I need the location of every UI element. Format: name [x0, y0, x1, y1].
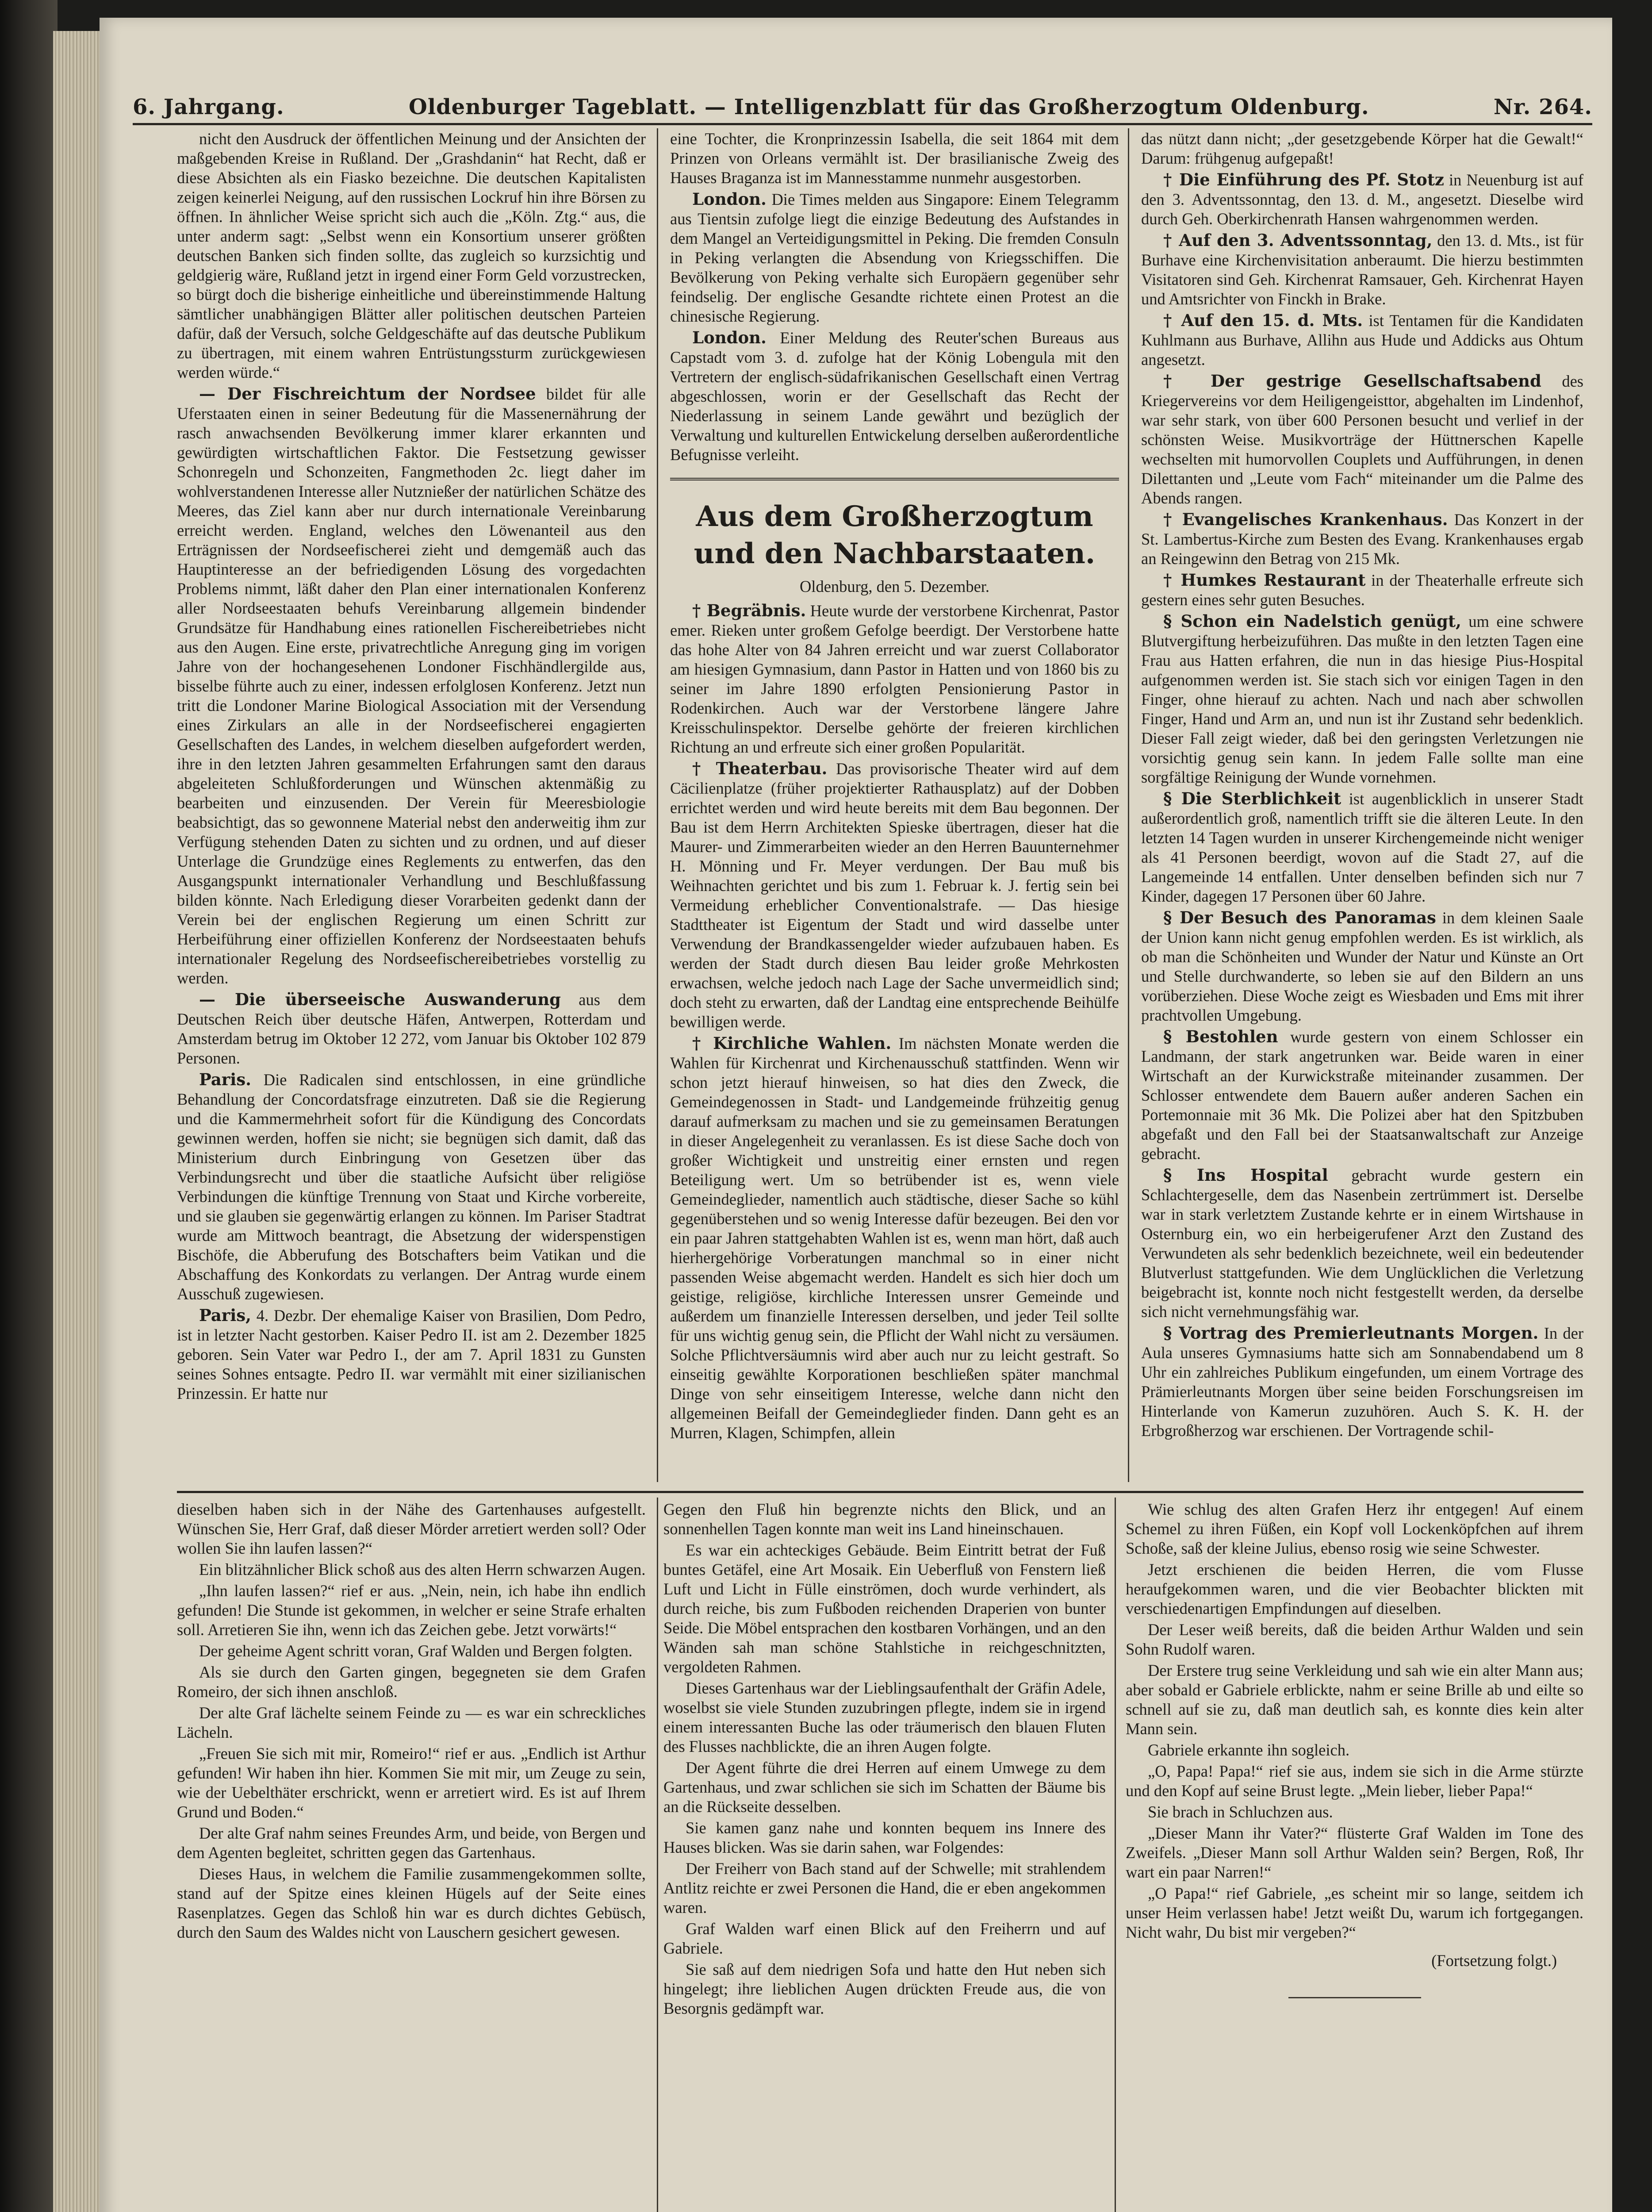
article-paragraph — [670, 328, 1119, 465]
article-headline: † Humkes Restaurant — [1163, 570, 1366, 590]
article-paragraph — [1141, 371, 1583, 508]
article-text: in dem kleinen Saale der Union kann nicht genug empfohlen werden. Es ist wirklich, als ob man die Schönheiten und Wunder der Natur und Künste an Ort und Stelle durchwanderte, so leben sie auf den Bildern an uns vorüberziehen. Diese Woche zeigt es Wiesbaden und Ems mit ihrer prachtvollen Umgebung. — [1141, 909, 1583, 1024]
issue-number: Nr. 264. — [1493, 95, 1592, 119]
article-headline: † Der gestrige Gesellschaftsabend — [1163, 371, 1541, 391]
article-headline: † Auf den 15. d. Mts. — [1163, 311, 1363, 330]
article-paragraph — [1141, 230, 1583, 309]
article-paragraph — [177, 1641, 646, 1661]
article-headline: † Kirchliche Wahlen. — [692, 1033, 892, 1053]
article-text: 4. Dezbr. Der ehemalige Kaiser von Brasilien, Dom Pedro, ist in letzter Nacht gestorben. Kaiser Pedro II. ist am 2. Dezember 1825 geboren. Sein Vater war Pedro I., der am 7. April 1831 zu Gunsten seines Sohnes entsagte. Pedro II. war vermählt mit einer sizilianischen Prinzessin. Er hatte nur — [177, 1306, 646, 1402]
article-text: „Freuen Sie sich mit mir, Romeiro!“ rief er aus. „Endlich ist Arthur gefunden! Wir haben ihn hier. Kommen Sie mit mir, um Zeuge zu sein, wie der Uebelthäter erschrickt, wenn er arretiert wird. Es ist auf Ihrem Grund und Boden.“ — [177, 1744, 646, 1821]
column-divider — [657, 128, 658, 1482]
article-paragraph — [1141, 311, 1583, 369]
article-headline: London. — [692, 189, 767, 209]
article-headline: † Begräbnis. — [692, 601, 806, 620]
article-text: Als sie durch den Garten gingen, begegneten sie dem Grafen Romeiro, der sich ihnen anschloß. — [177, 1663, 646, 1701]
article-text: wurde gestern von einem Schlosser ein Landmann, der stark angetrunken war. Beide waren in einer Wirtschaft an der Kurwickstraße miteinander zusammen. Der Schlosser entwendete dem Bauern außer anderen Sachen ein Portemonnaie mit 36 Mk. Die Polizei aber hat den Spitzbuben abgefaßt und den Fall bei der Staatsanwaltschaft zur Anzeige gebracht. — [1141, 1028, 1583, 1163]
article-paragraph — [177, 1703, 646, 1742]
article-text: Der alte Graf nahm seines Freundes Arm, und beide, von Bergen und dem Agenten begleitet, schritten gegen das Gartenhaus. — [177, 1824, 646, 1862]
article-text: um eine schwere Blutvergiftung herbeizuführen. Das mußte in den letzten Tagen eine Frau aus Hatten erfahren, die nun in das hiesige Pius-Hospital aufgenommen werden ist. Sie stach sich vor einigen Tagen in den Finger, ohne hierauf zu achten. Nach und nach aber schwollen Finger, Hand und Arm an, und nun ist ihr Zustand sehr bedenklich. Dieser Fall zeigt wieder, daß bei den geringsten Verletzungen nie vorsichtig genug sein kann. In jedem Falle sollte man eine sorgfältige Reinigung der Wunde vornehmen. — [1141, 612, 1583, 786]
article-text: Der geheime Agent schritt voran, Graf Walden und Bergen folgten. — [199, 1642, 632, 1660]
article-text: Dieses Haus, in welchem die Familie zusammengekommen sollte, stand auf der Spitze eines kleinen Hügels auf der Seite eines Rasenplatzes. Gegen das Schloß hin war es durch dichtes Gebüsch, durch den Saum des Waldes nicht von Lauschern gesichert gewesen. — [177, 1865, 646, 1941]
article-paragraph — [1141, 611, 1583, 787]
article-headline: † Auf den 3. Adventssonntag, — [1163, 230, 1433, 250]
article-headline: Paris, — [199, 1306, 252, 1325]
article-text: in Neuenburg ist auf den 3. Adventssonntag, den 13. d. M., angesetzt. Dieselbe wird durch Geh. Oberkirchenrath Hansen wahrgenommen werden. — [1141, 171, 1583, 228]
section-divider — [177, 1491, 1583, 1493]
article-headline: § Die Sterblichkeit — [1163, 789, 1342, 808]
article-text: dieselben haben sich in der Nähe des Gartenhauses aufgestellt. Wünschen Sie, Herr Graf, daß dieser Mörder arretiert werden soll? Oder wollen Sie ihn laufen lassen?“ — [177, 1500, 646, 1557]
article-paragraph — [177, 1070, 646, 1304]
article-text: Dieses Gartenhaus war der Lieblingsaufenthalt der Gräfin Adele, woselbst sie viele Stunden zuzubringen pflegte, indem sie in irgend einem interessanten Buche las oder träumerisch den blauen Fluten des Flusses nachblickte, die an ihren Augen folgte. — [663, 1679, 1106, 1755]
article-headline: London. — [692, 328, 767, 347]
article-text: Einer Meldung des Reuter'schen Bureaus aus Capstadt vom 3. d. zufolge hat der König Lobengula mit den Vertretern der englisch-südafrikanischen Gesellschaft einen Vertrag abgeschlossen, worin er der Gesellschaft das Recht der Niederlassung in seinem Lande gewährt und bezüglich der Verwaltung und kulturellen Entwickelung derselben außerordentliche Befugnisse verleiht. — [670, 329, 1119, 464]
article-text: Heute wurde der verstorbene Kirchenrat, Pastor emer. Rieken unter großem Gefolge beerdigt. Der Verstorbene hatte das hohe Alter von 84 Jahren erreicht und war zuerst Collaborator am hiesigen Gymnasium, dann Pastor in Hatten und von 1860 bis zu seiner im Jahre 1890 erfolgten Pensionierung Pastor in Rodenkirchen. Auch war der Verstorbene längere Jahre Kreisschulinspektor. Derselbe gehörte der freieren kirchlichen Richtung an und erfreute sich einer großen Popularität. — [670, 602, 1119, 756]
to-be-continued: (Fortsetzung folgt.) — [1431, 1951, 1557, 1970]
article-paragraph — [1141, 1323, 1583, 1440]
page-stack — [53, 31, 102, 2212]
article-paragraph — [1141, 570, 1583, 610]
article-text: des Kriegervereins vor dem Heiligengeisttor, abgehalten im Lindenhof, war sehr stark, von über 600 Personen besucht und verlief in der schönsten Weise. Musikvorträge der Hüttnerschen Kapelle wechselten mit humorvollen Couplets und Aufführungen, in denen Dilettanten und „Leute vom Fach“ miteinander um die Palme des Abends rangen. — [1141, 372, 1583, 507]
article-text: Gabriele erkannte ihn sogleich. — [1148, 1741, 1350, 1759]
article-paragraph — [1126, 1661, 1583, 1739]
article-text: den 13. d. Mts., ist für Burhave eine Kirchenvisitation anberaumt. Die hierzu bestimmten Visitatoren sind Geh. Kirchenrat Ramsauer, Geh. Kirchenrat Hayen und Amtsrichter von Finckh in Brake. — [1141, 231, 1583, 308]
article-paragraph — [663, 1818, 1106, 1857]
article-text: bildet für alle Uferstaaten einen in seiner Bedeutung für die Massenernährung der rasch anwachsenden Bevölkerung immer klarer erkannten und gewürdigten wirtschaftlichen Faktor. Die Festsetzung gewisser Schonregeln und Schonzeiten, Fangmethoden 2c. liegt daher im wohlverstandenen Interesse aller Nutznießer der natürlichen Schätze des Meeres, das Ziel kann aber nur durch internationale Vereinbarung erreicht werden. England, welches den Löwenanteil aus den Erträgnissen der Nordseefischerei zieht und demgemäß auch das Hauptinteresse an der befriedigenden Lösung des vorgedachten Problems nimmt, läßt daher den Plan einer internationalen Konferenz aller Nordseestaaten behufs Vereinbarung allgemein bindender Grundsätze für Handhabung eines rationellen Fischereibetriebes nicht aus den Augen. Eine erste, privatrechtliche Anregung ging im vorigen Jahre von der hochangesehenen Londoner Fischhändlergilde aus, bisselbe führte auch zu einer, indessen erfolglosen Konferenz. Jetzt nun tritt die Londoner Marine Biological Association mit der Versendung eines Zirkulars an alle in der Nordseefischerei engagierten Gesellschaften des Landes, in welchem dieselben aufgefordert werden, ihre in den letzten Jahren gesammelten Erfahrungen samt den daraus abgeleiteten Schlußforderungen und Wünschen aktenmäßig zu bearbeiten und einzusenden. Der Verein für Meeresbiologie beabsichtigt, das so gewonnene Material nebst den anderweitig ihm zur Verfügung stehenden Daten zu sichten und zu ordnen, und auf dieser Unterlage die Grundzüge eines Reglements zu entwerfen, das den Ausgangspunkt internationaler Verhandlung und Beschlußfassung bilden könnte. Nach Erledigung dieser Vorarbeiten gedenkt dann der Verein bei der englischen Regierung um einen Schritt zur Herbeiführung einer offiziellen Konferenz der Nordseestaaten behufs internationaler Regelung des Nordseefischereibetriebes vorstellig zu werden. — [177, 385, 646, 987]
column-4 — [177, 1500, 646, 2212]
article-paragraph — [1141, 908, 1583, 1025]
article-paragraph — [1141, 1165, 1583, 1321]
article-paragraph — [670, 129, 1119, 188]
article-paragraph — [1126, 1560, 1583, 1618]
article-headline: — Die überseeische Auswanderung — [199, 990, 561, 1009]
article-paragraph — [1141, 1027, 1583, 1164]
article-text: in der Theaterhalle erfreute sich gestern eines sehr guten Besuches. — [1141, 571, 1583, 609]
column-5 — [663, 1500, 1106, 2212]
article-paragraph — [1126, 1500, 1583, 1558]
article-text: Das Konzert in der St. Lambertus-Kirche zum Besten des Evang. Krankenhauses ergab an Reingewinn den Betrag von 215 Mk. — [1141, 511, 1583, 568]
article-paragraph — [663, 1500, 1106, 1539]
article-paragraph — [177, 1864, 646, 1942]
article-text: Jetzt erschienen die beiden Herren, die vom Flusse heraufgekommen waren, und die vier Beobachter blickten mit verschiedenartigen Empfindungen auf dieselben. — [1126, 1560, 1583, 1617]
article-paragraph — [663, 1540, 1106, 1677]
article-text: „O Papa!“ rief Gabriele, „es scheint mir so lange, seitdem ich unser Heim verlassen habe! Jetzt weißt Du, warum ich fortgegangen. Nicht wahr, Du bist mir vergeben?“ — [1126, 1884, 1583, 1941]
article-paragraph — [1126, 1620, 1583, 1659]
article-paragraph — [663, 1678, 1106, 1756]
article-paragraph — [177, 1744, 646, 1822]
article-paragraph — [177, 129, 646, 382]
article-headline: § Der Besuch des Panoramas — [1163, 908, 1436, 927]
masthead-rule — [133, 123, 1592, 125]
article-text: ist Tentamen für die Kandidaten Kuhlmann aus Burhave, Allihn aus Hude und Addicks aus Ohtum angesetzt. — [1141, 311, 1583, 369]
article-paragraph — [177, 384, 646, 988]
section-title: Aus dem Großherzogtum und den Nachbarstaaten. — [694, 500, 1096, 570]
article-headline: † Die Einführung des Pf. Stotz — [1163, 170, 1444, 189]
article-paragraph — [1126, 1884, 1583, 1942]
column-1 — [177, 129, 646, 1483]
article-headline: § Ins Hospital — [1163, 1165, 1328, 1185]
article-headline: † Theaterbau. — [692, 759, 828, 778]
article-headline: § Vortrag des Premierleutnants Morgen. — [1163, 1323, 1539, 1343]
article-text: ist augenblicklich in unserer Stadt außerordentlich groß, namentlich trifft sie die älteren Leute. In den letzten 14 Tagen wurden in unserer Kirchengemeinde nicht weniger als 41 Personen beerdigt, wovon auf die Stadt 27, auf die Langemeinde 14 entfallen. Unter denselben befinden sich nur 7 Kinder, dagegen 17 Personen über 60 Jahre. — [1141, 790, 1583, 905]
article-paragraph — [177, 1581, 646, 1640]
article-text: Die Times melden aus Singapore: Einem Telegramm aus Tientsin zufolge liegt die einzige Bedeutung des Aufstandes in dem Mangel an Verteidigungsmittel in Peking. Die fremden Consuln in Peking verlangten die Absendung von Kriegsschiffen. Die Bevölkerung von Peking verhalte sich Europäern gegenüber sehr feindselig. Der englische Gesandte richtete einen Protest an die chinesische Regierung. — [670, 190, 1119, 325]
article-paragraph — [663, 1960, 1106, 2018]
article-text: eine Tochter, die Kronprinzessin Isabella, die seit 1864 mit dem Prinzen von Orleans vermählt ist. Der brasilianische Zweig des Hauses Braganza ist im Mannesstamme nunmehr ausgestorben. — [670, 130, 1119, 187]
article-paragraph — [663, 1919, 1106, 1958]
article-text: aus dem Deutschen Reich über deutsche Häfen, Antwerpen, Rotterdam und Amsterdam betrug im Oktober 12 272, vom Januar bis Oktober 102 879 Personen. — [177, 991, 646, 1067]
article-paragraph — [177, 990, 646, 1068]
article-paragraph — [1141, 129, 1583, 168]
article-paragraph — [1126, 1740, 1583, 1760]
dateline: Oldenburg, den 5. Dezember. — [799, 577, 990, 595]
article-paragraph — [1141, 510, 1583, 568]
article-text: Es war ein achteckiges Gebäude. Beim Eintritt betrat der Fuß buntes Getäfel, eine Art Mosaik. Ein Ueberfluß von Fenstern ließ Luft und Licht in Fülle einströmen, doch wurde verhindert, als durch reiche, bis zum Fußboden reichenden Draperien von bunter Seide. Die Möbel entsprachen den kostbaren Vorhängen, und an den Wänden sah man schöne Stahlstiche in reichgeschnitzten, vergoldeten Rahmen. — [663, 1541, 1106, 1676]
volume-label: 6. Jahrgang. — [133, 95, 284, 119]
article-text: Graf Walden warf einen Blick auf den Freiherrn und auf Gabriele. — [663, 1920, 1106, 1957]
column-3 — [1141, 129, 1583, 1483]
article-headline: † Evangelisches Krankenhaus. — [1163, 510, 1448, 529]
article-paragraph — [1126, 1824, 1583, 1882]
article-text: Sie brach in Schluchzen aus. — [1148, 1803, 1333, 1821]
article-text: nicht den Ausdruck der öffentlichen Meinung und der Ansichten der maßgebenden Kreise in Rußland. Der „Grashdanin“ hat Recht, daß er diese Absichten als ein Fiasko bezeichne. Die deutschen Kapitalisten zeigen keinerlei Neigung, auf den russischen Lockruf hin ihre Börsen zu öffnen. In ähnlicher Weise spricht sich auch die „Köln. Ztg.“ aus, die unter anderm sagt: „Selbst wenn ein Konsortium unserer größten deutschen Banken sich finden sollte, das zugleich so kurzsichtig und geldgierig wäre, Rußland jetzt in irgend einer Form Geld vorzustrecken, so bürgt doch die bisherige einheitliche und übereinstimmende Haltung sämtlicher unabhängigen Blätter aller politischen deutschen Parteien dafür, daß der Versuch, solche Geldgeschäfte auf das deutsche Publikum zu übertragen, mit einem wahren Entrüstungssturm zurückgewiesen werden würde.“ — [177, 130, 646, 381]
article-text: das nützt dann nicht; „der gesetzgebende Körper hat die Gewalt!“ Darum: frühgenug aufgepaßt! — [1141, 130, 1583, 167]
article-text: Das provisorische Theater wird auf dem Cäcilienplatze (früher projektierter Rathausplatz) auf der Dobben errichtet werden und wird heute bereits mit dem Bau begonnen. Der Bau ist dem Herrn Architekten Spieske übertragen, dieser hat die Maurer- und Zimmerarbeiten wieder an den Herren Bauunternehmer H. Mönning und Fr. Meyer verdungen. Der Bau muß bis Weihnachten gerichtet und bis zum 1. Februar k. J. fertig sein bei Vermeidung erheblicher Conventionalstrafe. — Das hiesige Stadttheater ist Eigentum der Stadt und wird dasselbe unter Verwendung der Brandkassengelder wieder aufzubauen haben. Es werden der Stadt durch diesen Bau leider große Mehrkosten erwachsen, welche jedoch nach Lage der Sache unvermeidlich sind; doch steht zu erwarten, daß der Landtag eine entsprechende Beihülfe bewilligen werde. — [670, 760, 1119, 1031]
article-paragraph — [663, 1758, 1106, 1816]
section-rule — [670, 478, 1119, 480]
article-paragraph — [670, 759, 1119, 1032]
article-text: Der Freiherr von Bach stand auf der Schwelle; mit strahlendem Antlitz reichte er zwei Personen die Hand, die er eben angekommen waren. — [663, 1859, 1106, 1916]
article-paragraph — [1126, 1762, 1583, 1801]
column-divider — [1115, 1498, 1116, 2212]
article-text: Ein blitzähnlicher Blick schoß aus des alten Herrn schwarzen Augen. — [199, 1560, 646, 1578]
newspaper-title: Oldenburger Tageblatt. — Intelligenzblatt für das Großherzogtum Oldenburg. — [409, 95, 1369, 119]
article-text: Der alte Graf lächelte seinem Feinde zu — es war ein schreckliches Lächeln. — [177, 1704, 646, 1741]
article-text: Sie kamen ganz nahe und konnten bequem ins Innere des Hauses blicken. Was sie darin sahen, war Folgendes: — [663, 1819, 1106, 1856]
article-text: gebracht wurde gestern ein Schlachtergeselle, dem das Nasenbein zertrümmert ist. Derselbe war in stark verletztem Zustande kehrte er in einem Wirtshause in Osternburg ein, wo ein herbeigerufener Arzt den Zustand des Verwundeten als sehr bedenklich bezeichnete, weil ein bedeutender Blutverlust stattgefunden. Wie dem Unglücklichen die Verletzung beigebracht ist, konnte noch nicht festgestellt werden, da derselbe sich nicht vernehmungsfähig war. — [1141, 1166, 1583, 1321]
article-text: Die Radicalen sind entschlossen, in eine gründliche Behandlung der Concordatsfrage einzutreten. Daß sie die Regierung und die Kammermehrheit sofort für die Kündigung des Concordats gewinnen werden, hoffen sie nicht; sie begnügen sich damit, daß das Ministerium durch Einbringung von Gesetzen über das Verbindungsrecht und über die staatliche Aufsicht über religiöse Verbindungen die künftige Trennung von Staat und Kirche vorbereite, und sie glauben sie gegenwärtig erlangen zu können. Im Pariser Stadtrat wurde am Mittwoch beantragt, die Absetzung der widerspenstigen Bischöfe, die Abberufung des Botschafters beim Vatikan und die Abschaffung des Konkordats zu verlangen. Der Antrag wurde einem Ausschuß zugewiesen. — [177, 1071, 646, 1303]
article-text: Im nächsten Monate werden die Wahlen für Kirchenrat und Kirchenausschuß stattfinden. Wenn wir schon jetzt hierauf hinweisen, so hat dies den Zweck, die Gemeindegenossen in Stadt- und Landgemeinde frühzeitig genug darauf aufmerksam zu machen und sie zu gemeinsamen Beratungen in dieser Angelegenheit zu veranlassen. Es ist diese Sache doch von großer Wichtigkeit und unstreitig einer ernsten und regen Beteiligung wert. Um so betrübender ist es, wenn viele Gemeindeglieder, namentlich auch städtische, dieser Sache so kühl gegenüberstehen und so wenig Interesse dafür bezeugen. Bei den vor ein paar Jahren stattgehabten Wahlen ist es, wenn man hört, daß auch hierhergehörige Vorberatungen manchmal so in einer nicht passenden Weise abgemacht werden. Handelt es sich hier doch um geistige, religiöse, kirchliche Interessen unsrer Gemeinde und außerdem um finanzielle Interessen derselben, und jeder Teil sollte für uns wichtig genug sein, die Pflicht der Wahl nicht zu versäumen. Solche Pflichtversäumnis wird aber auch nur zu leicht gestraft. So einseitig gewählte Korporationen beschließen später manchmal Dinge von sehr einseitigem Interesse, welche dann nicht den allgemeinen Beifall der Gemeindeglieder finden. Dann geht es an Murren, Klagen, Schimpfen, allein — [670, 1034, 1119, 1442]
article-paragraph — [177, 1500, 646, 1558]
article-headline: § Bestohlen — [1163, 1027, 1278, 1046]
article-paragraph — [177, 1560, 646, 1579]
article-paragraph — [670, 1033, 1119, 1443]
article-headline: Paris. — [199, 1070, 252, 1089]
article-text: „Ihn laufen lassen?“ rief er aus. „Nein, nein, ich habe ihn endlich gefunden! Die Stunde ist gekommen, in welcher er seine Strafe erhalten soll. Arretieren Sie ihn, wenn ich das Zeichen gebe. Jetzt vorwärts!“ — [177, 1582, 646, 1639]
article-paragraph — [177, 1306, 646, 1403]
article-headline: — Der Fischreichtum der Nordsee — [199, 384, 536, 403]
masthead — [133, 84, 1592, 119]
article-paragraph — [1141, 170, 1583, 229]
article-paragraph — [663, 1859, 1106, 1917]
article-text: Der Erstere trug seine Verkleidung und sah wie ein alter Mann aus; aber sobald er Gabriele erblickte, nahm er seine Brille ab und eilte so schnell auf sie zu, daß man deutlich sah, es konnte dies kein alter Mann sein. — [1126, 1661, 1583, 1738]
column-divider — [1128, 128, 1129, 1482]
article-text: Gegen den Fluß hin begrenzte nichts den Blick, und an sonnenhellen Tagen konnte man weit ins Land hineinschauen. — [663, 1500, 1106, 1538]
article-headline: § Schon ein Nadelstich genügt, — [1163, 611, 1461, 631]
closing-rule — [1288, 1997, 1421, 1998]
article-paragraph — [177, 1663, 646, 1701]
article-text: Der Agent führte die drei Herren auf einem Umwege zu dem Gartenhaus, und zwar schlichen sie sich im Schatten der Bäume bis an die Rückseite desselben. — [663, 1759, 1106, 1816]
book-edge — [0, 0, 57, 2212]
article-text: Der Leser weiß bereits, daß die beiden Arthur Walden und sein Sohn Rudolf waren. — [1126, 1621, 1583, 1658]
article-paragraph — [1126, 1802, 1583, 1822]
article-paragraph — [177, 1824, 646, 1863]
column-divider — [657, 1498, 658, 2212]
article-text: Sie saß auf dem niedrigen Sofa und hatte den Hut neben sich hingelegt; ihre lieblichen Augen drückten Freude aus, die von Besorgnis gedämpft war. — [663, 1960, 1106, 2017]
column-6 — [1126, 1500, 1583, 2212]
column-2 — [670, 129, 1119, 1483]
article-text: Wie schlug des alten Grafen Herz ihr entgegen! Auf einem Schemel zu ihren Füßen, ein Kopf voll Lockenköpfchen auf ihrem Schoße, saß der kleine Julius, ebenso rosig wie seine Schwester. — [1126, 1500, 1583, 1557]
article-text: „O, Papa! Papa!“ rief sie aus, indem sie sich in die Arme stürzte und den Kopf auf seine Brust legte. „Mein lieber, lieber Papa!“ — [1126, 1762, 1583, 1800]
article-paragraph — [670, 189, 1119, 326]
article-paragraph — [670, 601, 1119, 757]
article-text: In der Aula unseres Gymnasiums hatte sich am Sonnabendabend um 8 Uhr ein zahlreiches Publikum eingefunden, um einem Vortrage des Prämierleutnants Morgen über seine beiden Forschungsreisen im Hinterlande von Kamerun zuzuhören. Auch S. K. H. der Erbgroßherzog war erschienen. Der Vortragende schil- — [1141, 1324, 1583, 1440]
article-text: „Dieser Mann ihr Vater?“ flüsterte Graf Walden im Tone des Zweifels. „Dieser Mann soll Arthur Walden sein? Bergen, Roß, Ihr wart ein paar Narren!“ — [1126, 1824, 1583, 1881]
article-paragraph — [1141, 789, 1583, 906]
